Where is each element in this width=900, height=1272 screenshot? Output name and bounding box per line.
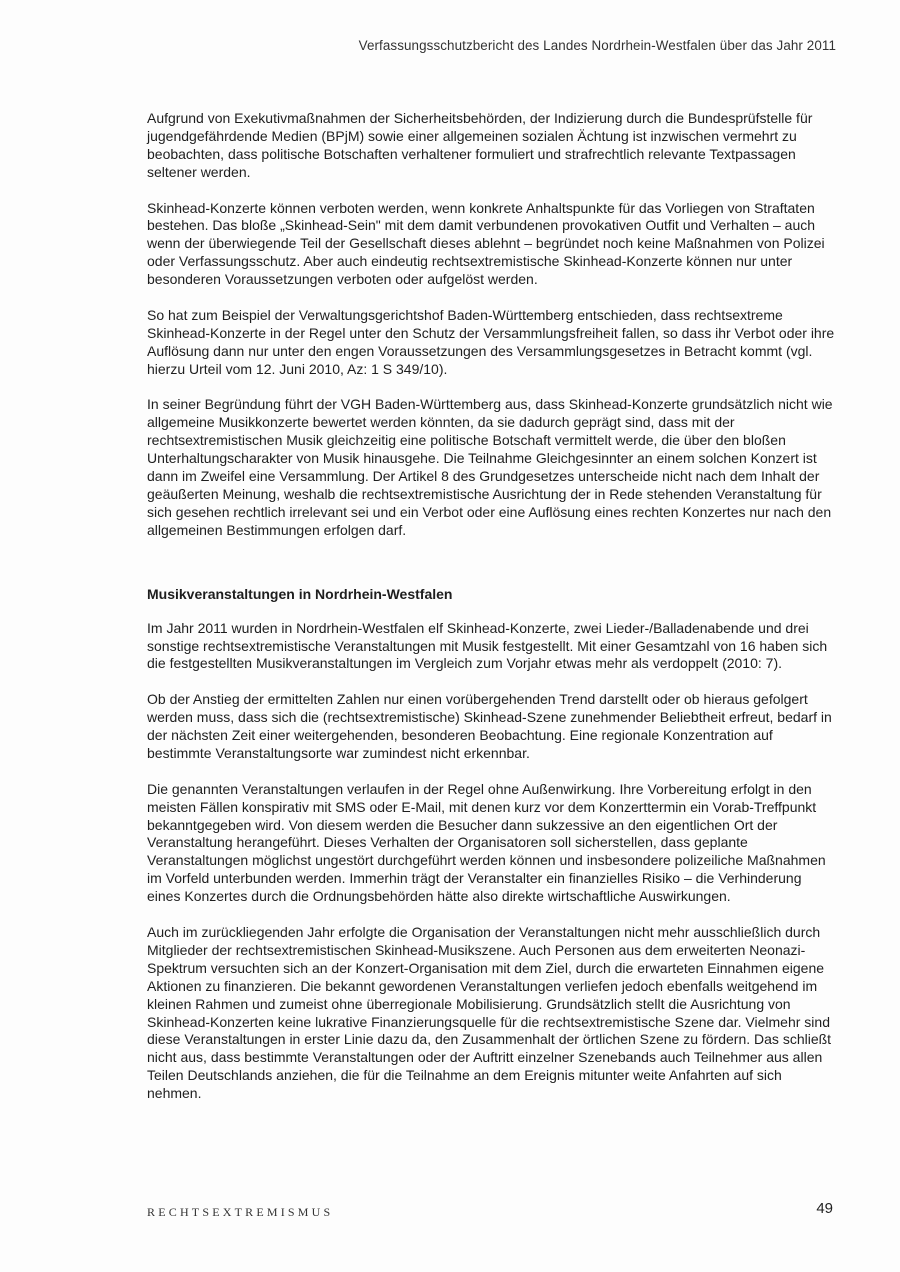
paragraph: In seiner Begründung führt der VGH Baden-Württemberg aus, dass Skinhead-Konzerte grundsätzlich nicht wie allgemeine Musikkonzerte bewertet werden könnten, da sie dadurch geprägt sind, dass mit der rechtsextremistischen Musik gleichzeitig eine politische Botschaft vermittelt werde, die über den bloßen Unterhaltungscharakter von Musik hinausgehe. Die Teilnahme Gleichgesinnter an einem solchen Konzert ist dann im Zweifel eine Versammlung. Der Artikel 8 des Grundgesetzes unterscheide nicht nach dem Inhalt der geäußerten Meinung, weshalb die rechtsextremistische Ausrichtung der in Rede stehenden Veranstaltung für sich gesehen rechtlich irrelevant sei und ein Verbot oder eine Auflösung eines rechten Konzertes nur nach den allgemeinen Bestimmungen erfolgen darf.: [147, 396, 833, 538]
paragraph: Die genannten Veranstaltungen verlaufen in der Regel ohne Außenwirkung. Ihre Vorbereitung erfolgt in den meisten Fällen konspirativ mit SMS oder E-Mail, mit denen kurz vor dem Konzerttermin ein Vorab-Treffpunkt bekanntgegeben wird. Von diesem werden die Besucher dann sukzessive an den eigentlichen Ort der Veranstaltung herangeführt. Dieses Verhalten der Organisatoren soll sicherstellen, dass geplante Veranstaltungen möglichst ungestört durchgeführt werden können und insbesondere polizeiliche Maßnahmen im Vorfeld unterbunden werden. Immerhin trägt der Veranstalter ein finanzielles Risiko – die Verhinderung eines Konzertes durch die Ordnungsbehörden hätte also direkte wirtschaftliche Auswirkungen.: [147, 780, 826, 905]
paragraph: Skinhead-Konzerte können verboten werden, wenn konkrete Anhaltspunkte für das Vorliegen von Straftaten bestehen. Das bloße „Skinhead-Sein" mit dem damit verbundenen provokativen Outfit und Verhalten – auch wenn der überwiegende Teil der Gesellschaft dieses ablehnt – begründet noch keine Maßnahmen von Polizei oder Verfassungsschutz. Aber auch eindeutig rechtsextremistische Skinhead-Konzerte können nur unter besonderen Voraussetzungen verboten oder aufgelöst werden.: [147, 199, 825, 288]
running-header: Verfassungsschutzbericht des Landes Nordrhein-Westfalen über das Jahr 2011: [358, 38, 836, 53]
paragraph: Auch im zurückliegenden Jahr erfolgte die Organisation der Veranstaltungen nicht mehr ausschließlich durch Mitglieder der rechtsextremistischen Skinhead-Musikszene. Auch Personen aus dem erweiterten Neonazi-Spektrum versuchten sich an der Konzert-Organisation mit dem Ziel, durch die erwarteten Einnahmen eigene Aktionen zu finanzieren. Die bekannt gewordenen Veranstaltungen verliefen jedoch ebenfalls weitgehend im kleinen Rahmen und zumeist ohne überregionale Mobilisierung. Grundsätzlich stellt die Ausrichtung von Skinhead-Konzerten keine lukrative Finanzierungsquelle für die rechtsextremistische Szene dar. Vielmehr sind diese Veranstaltungen in erster Linie dazu da, den Zusammenhalt der örtlichen Szene zu fördern. Das schließt nicht aus, dass bestimmte Veranstaltungen oder der Auftritt einzelner Szenebands auch Teilnehmer aus allen Teilen Deutschlands anziehen, die für die Teilnahme an dem Ereignis mitunter weite Anfahrten auf sich nehmen.: [147, 923, 832, 1102]
paragraph: Aufgrund von Exekutivmaßnahmen der Sicherheitsbehörden, der Indizierung durch die Bundesprüfstelle für jugendgefährdende Medien (BPjM) sowie einer allgemeinen sozialen Ächtung ist inzwischen vermehrt zu beobachten, dass politische Botschaften verhaltener formuliert und strafrechtlich relevante Textpassagen seltener werden.: [147, 110, 813, 180]
footer-section-label: RECHTSEXTREMISMUS: [147, 1205, 334, 1219]
page-number: 49: [816, 1200, 833, 1217]
paragraph: So hat zum Beispiel der Verwaltungsgerichtshof Baden-Württemberg entschieden, dass rechtsextreme Skinhead-Konzerte in der Regel unter den Schutz der Versammlungsfreiheit fallen, so dass ihr Verbot oder ihre Auflösung dann nur unter den engen Voraussetzungen des Versammlungsgesetzes in Betracht kommt (vgl. hierzu Urteil vom 12. Juni 2010, Az: 1 S 349/10).: [147, 306, 835, 377]
paragraph: Ob der Anstieg der ermittelten Zahlen nur einen vorübergehenden Trend darstellt oder ob hieraus gefolgert werden muss, dass sich die (rechtsextremistische) Skinhead-Szene zunehmender Beliebtheit erfreut, bedarf in der nächsten Zeit einer weitergehenden, besonderen Beobachtung. Eine regionale Konzentration auf bestimmte Veranstaltungsorte war zumindest nicht erkennbar.: [147, 691, 832, 761]
section-heading: Musikveranstaltungen in Nordrhein-Westfalen: [147, 585, 453, 602]
paragraph: Im Jahr 2011 wurden in Nordrhein-Westfalen elf Skinhead-Konzerte, zwei Lieder-/Balladenabende und drei sonstige rechtsextremistische Veranstaltungen mit Musik festgestellt. Mit einer Gesamtzahl von 16 haben sich die festgestellten Musikveranstaltungen im Vergleich zum Vorjahr etwas mehr als verdoppelt (2010: 7).: [147, 619, 828, 672]
body-text: [147, 110, 837, 1121]
